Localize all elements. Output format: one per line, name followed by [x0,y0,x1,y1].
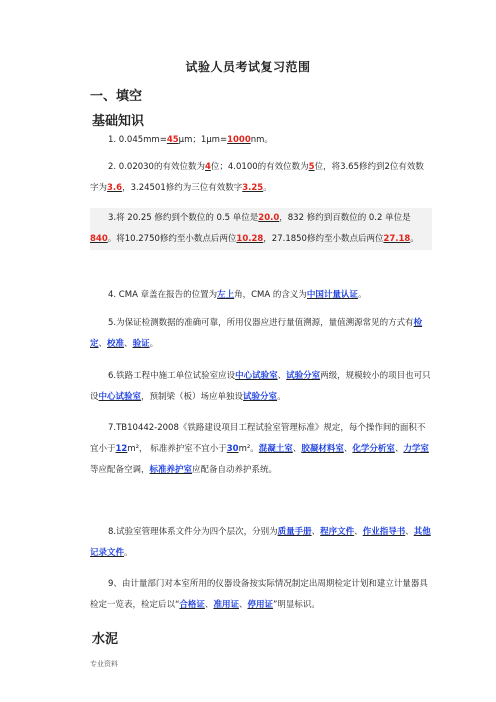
q8-answer-1: 质量手册 [277,527,312,537]
q7-sep-2: 、 [343,444,353,454]
q5-text-a: 5.为保证检测数据的准确可靠，所用仪器应进行量值溯源，量值溯源常见的方式有 [108,318,414,328]
q9-answer-2: 准用证 [213,600,239,610]
q3-answer-3: 10.28 [236,234,264,244]
q9-sep-2: 、 [238,600,248,610]
page-footer: 专业资料 [90,660,118,668]
q7-answer-5: 化学分析室 [352,444,395,454]
q9-text-b: ”明显标识。 [272,600,320,610]
q2-answer-3: 3.6 [107,183,123,193]
question-2 [90,157,432,199]
q3-text-e: 。 [410,234,419,244]
q8-answer-2: 程序文件 [320,527,355,537]
q5-answer-2: 校准 [107,339,125,349]
q7-answer-7: 标准养护室 [149,465,193,475]
q3-text-a: 3.将 20.25 修约到个数位的 0.5 单位是 [108,213,259,223]
question-4 [90,285,450,306]
q7-sep-1: 、 [292,444,302,454]
question-3 [90,208,432,250]
q9-answer-1: 合格证 [179,600,205,610]
q3-answer-4: 27.18 [383,234,411,244]
q8-sep-2: 、 [354,527,363,537]
page-title: 试验人员考试复习范围 [185,60,311,74]
q4-text-b: 角，CMA 的含义为 [234,290,307,300]
q2-answer-4: 3.25 [242,183,264,193]
q7-text-e: 应配备自动养护系统。 [192,465,278,475]
q3-answer-1: 20.0 [258,213,280,223]
q2-text-d: ，3.24501修约为三位有效数字 [122,183,243,193]
q6-answer-4: 试验分室 [243,392,278,402]
q1-answer-1: 45 [166,135,179,145]
q1-text-c: nm。 [250,135,273,145]
q5-answer-3: 验证 [132,339,150,349]
q2-text-a: 2. 0.02030的有效位数为 [108,162,205,172]
q6-text-d: 。 [277,392,286,402]
q7-text-a: 7.TB10442-2008《铁路建设项目工程试验室管理标准》规定，每个操作间的面积不宜小于 [90,423,426,454]
q6-sep-1: 、 [277,371,287,381]
q7-text-c: m²。 [238,444,259,454]
q5-answer-1: 检定 [90,318,423,349]
q5-text-b: 。 [149,339,159,349]
q6-answer-2: 试验分室 [286,371,321,381]
q2-text-b: 位；4.0100的有效位数为 [210,162,309,172]
q2-answer-1: 4 [204,162,211,172]
q4-answer-2: 中国计量认证 [306,290,358,300]
q8-text-a: 8.试验室管理体系文件分为四个层次，分别为 [108,527,278,537]
q7-answer-2: 30 [226,444,239,454]
q9-text-a: 9、由计量部门对本室所用的仪器设备按实际情况制定出周期检定计划和建立计量器具检定一览表，检定后以“ [90,579,428,610]
subheading-cement: 水泥 [92,632,119,647]
question-9 [90,574,432,616]
q6-text-a: 6.铁路工程中施工单位试验室应设 [108,371,236,381]
q6-text-b: 两级，规模较小的项目也可只设 [90,371,431,402]
q1-answer-2: 1000 [227,135,251,145]
q8-answer-4: 其他记录文件 [90,527,431,558]
q6-answer-1: 中心试验室 [235,371,278,381]
q6-text-c: ，预制梁（板）场应单独设 [141,392,244,402]
q9-sep-1: 、 [204,600,214,610]
q7-answer-4: 胶凝材料室 [301,444,344,454]
q5-sep-1: 、 [98,339,108,349]
q3-text-b: ，832 修约到百数位的 0.2 单位是 [279,213,411,223]
q6-answer-3: 中心试验室 [98,392,142,402]
q7-answer-1: 12 [115,444,128,454]
q9-answer-3: 停用证 [247,600,273,610]
subheading-basic-knowledge: 基础知识 [92,114,145,129]
q7-answer-3: 混凝土室 [258,444,293,454]
q2-text-c: 位，将3.65修约到2位有效数字为 [90,162,424,193]
q3-answer-2: 840 [90,234,108,244]
q7-answer-6: 力学室 [403,444,429,454]
q8-answer-3: 作业指导书 [362,527,406,537]
section-heading-fill-blank: 一、填空 [90,89,143,104]
q8-sep-1: 、 [311,527,321,537]
q7-text-d: 等应配备空调， [90,465,150,475]
question-8 [90,522,432,564]
question-7 [90,418,432,481]
q5-sep-2: 、 [124,339,133,349]
q7-text-b: m²， 标准养护室不宜小于 [127,444,227,454]
q1-text-a: 1. 0.045mm= [108,135,167,145]
q2-answer-2: 5 [308,162,315,172]
q8-sep-3: 、 [405,527,414,537]
q4-answer-1: 左上 [217,290,235,300]
q3-text-c: 。将10.2750修约至小数点后两位 [107,234,237,244]
question-6 [90,366,432,408]
q3-text-d: ，27.1850修约至小数点后两位 [263,234,384,244]
q4-text-a: 4. CMA 章盖在报告的位置为 [108,290,218,300]
question-5 [90,313,432,355]
q8-text-b: 。 [124,548,133,558]
q4-text-c: 。 [357,290,367,300]
q1-text-b: μm；1μm= [178,135,228,145]
q2-text-e: 。 [263,183,272,193]
question-1 [90,130,450,151]
q7-sep-3: 、 [394,444,404,454]
